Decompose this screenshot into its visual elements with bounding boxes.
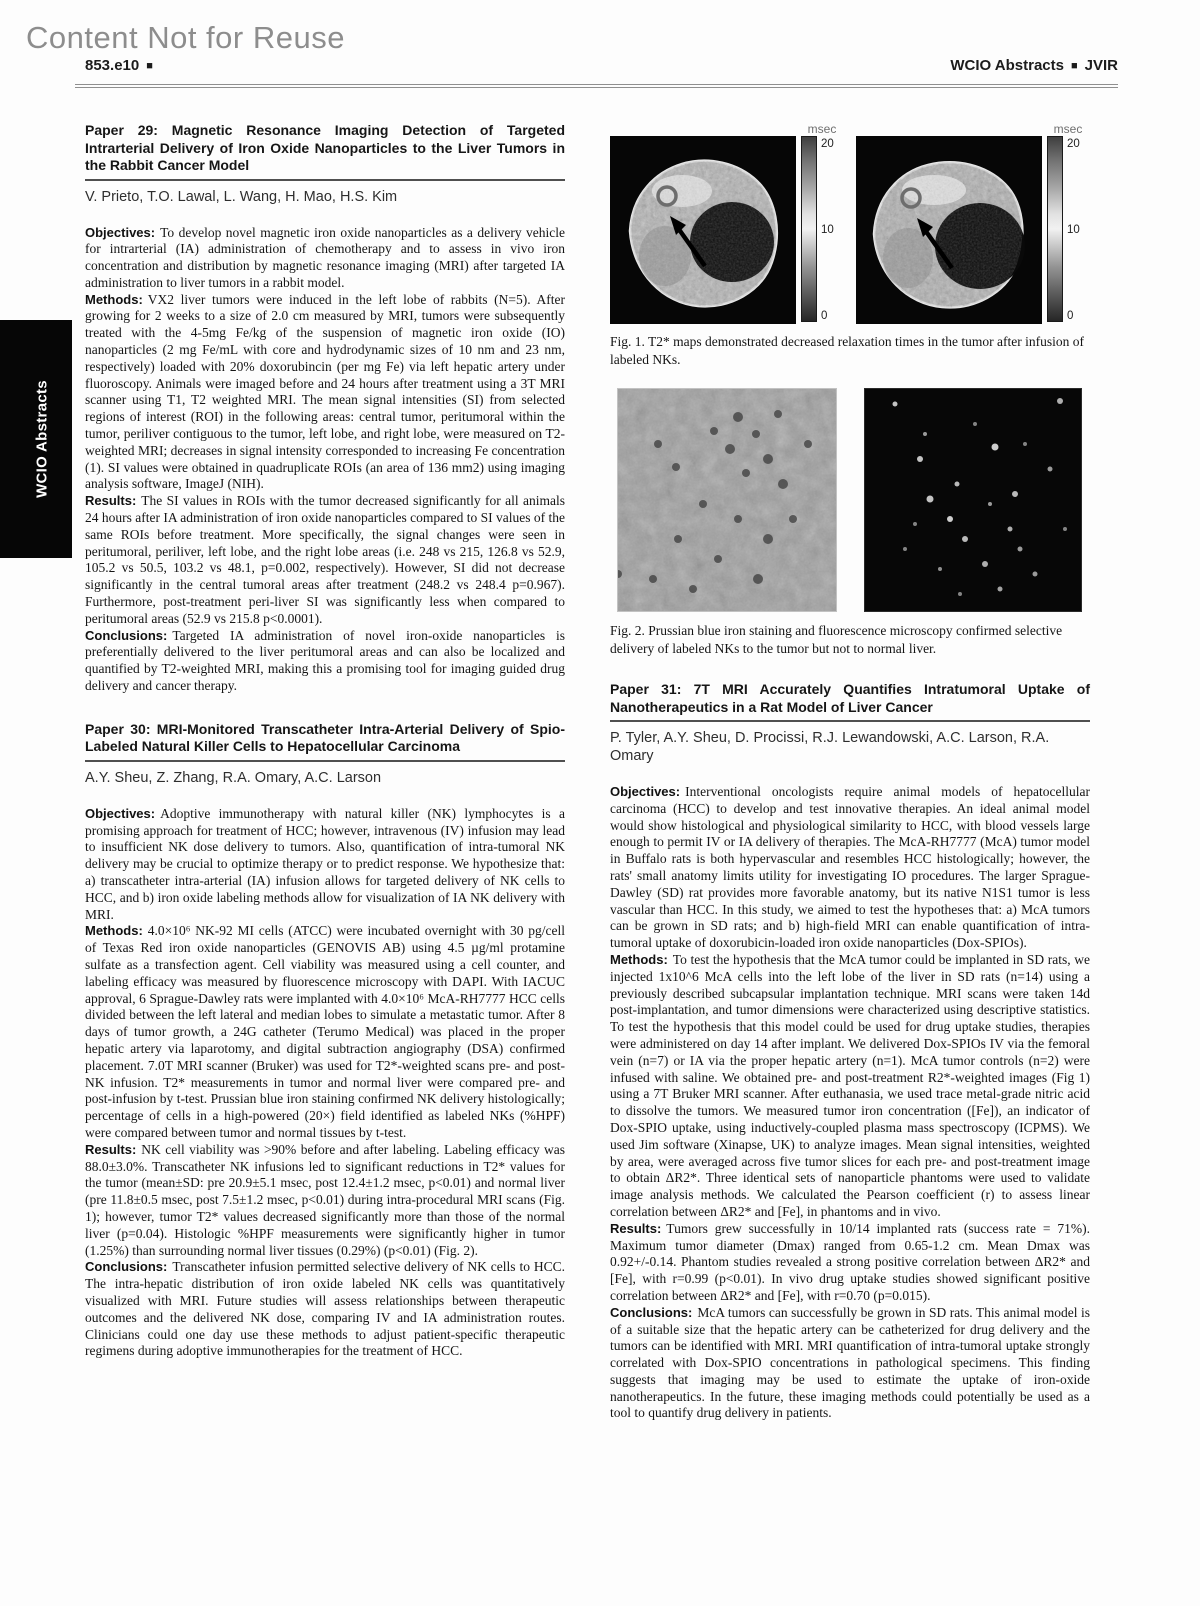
conclusions-label: Conclusions:	[85, 627, 168, 643]
colorbar-tick-0: 0	[1067, 310, 1074, 322]
figure-1-caption: Fig. 1. T2* maps demonstrated decreased relaxation times in the tumor after infusion of labeled NKs.	[610, 334, 1085, 367]
fig1-mri-pre-image	[610, 136, 796, 324]
colorbar-unit-label: msec	[807, 122, 837, 136]
right-column	[610, 122, 1090, 1448]
objectives-label: Objectives:	[85, 805, 156, 821]
header-divider	[75, 84, 1118, 88]
colorbar-tick-10: 10	[1067, 224, 1080, 236]
running-head	[950, 57, 1118, 74]
paper-29-results	[85, 493, 565, 627]
figure-1	[610, 122, 1090, 368]
paper-30-title: Paper 30: MRI-Monitored Transcatheter Intra-Arterial Delivery of Spio-Labeled Natural Killer Cells to Hepatocellular Carcinoma	[85, 721, 565, 762]
methods-label: Methods:	[610, 951, 668, 967]
paper-30-methods	[85, 923, 565, 1141]
paper-31-objectives	[610, 784, 1090, 952]
results-text: Tumors grew successfully in 10/14 implanted rats (success rate = 71%). Maximum tumor diameter (Dmax) ranged from 0.65-1.2 cm. Mean Dmax was 0.92+/-0.14. Phantom studies revealed a strong positive correlation between ΔR2* and [Fe], with r=0.99 (p<0.01). In vivo drug uptake studies showed significant positive correlation between ΔR2* and [Fe], with r=0.70 (p=0.015).	[610, 1220, 1090, 1303]
objectives-label: Objectives:	[610, 784, 681, 799]
methods-text: VX2 liver tumors were induced in the left lobe of rabbits (N=5). After growing for 2 weeks to a size of 2.0 cm measured by MRI, tumors were subsequently treated with the 4-5mg Fe/kg of the suspension of magnetic iron oxide (IO) nanoparticles (2 mg Fe/mL with core and hydrodynamic sizes of 10 nm and 23 nm, respectively) loaded with 20% doxorubincin (per mg Fe) via left hepatic artery under fluoroscopy. Animals were imaged before and 24 hours after treatment using a 3T MRI scanner using T1, T2 weighted MRI. The mean signal intensities (SI) from selected regions of interest (ROI) in the following areas: central tumor, peritumoral within the tumor, periliver contiguous to the tumor, left lobe, and right lobe, were measured on T2-weighted MRI; decreases in signal intensity corresponded to increasing Fe concentration (1). SI values were obtained in quadruplicate ROIs (an area of 136 mm2) using imaging analysis software, ImageJ (NIH).	[85, 291, 565, 492]
figure-2-panels	[610, 388, 1090, 612]
colorbar-unit-label: msec	[1053, 122, 1083, 136]
paper-31-abstract	[610, 681, 1090, 1422]
section-spine-tab	[0, 320, 72, 558]
running-head-label: WCIO Abstracts	[950, 57, 1064, 74]
paper-31-conclusions	[610, 1305, 1090, 1423]
paper-31-title: Paper 31: 7T MRI Accurately Quantifies Intratumoral Uptake of Nanotherapeutics in a Rat Model of Liver Cancer	[610, 681, 1090, 722]
conclusions-text: Targeted IA administration of novel iron-oxide nanoparticles is preferentially delivered to the liver peritumoral areas and can also be localized and quantified by T2-weighted MRI, making this a promising tool for imaging guided drug delivery and cancer therapy.	[85, 627, 565, 694]
folio-bullet-icon: ■	[146, 60, 153, 72]
results-text: The SI values in ROIs with the tumor decreased significantly for all animals 24 hours after IA administration of iron oxide nanoparticles compared to SI values of the same ROIs before treatment. More specifically, the signal changes were seen in peritumoral, periliver, left lobe, and the right lobe areas (i.e. 248 vs 215, 126.8 vs 52.9, 105.2 vs 50.5, 103.2 vs 48.1, p=0.002, respectively). However, SI did not decrease significantly in the central tumoral areas after treatment (248.2 vs 248.4 p=0.967). Furthermore, post-treatment peri-liver SI was significantly less when compared to peritumoral areas (52.9 vs 215.8 p<0.0001).	[85, 493, 565, 626]
paper-29-authors: V. Prieto, T.O. Lawal, L. Wang, H. Mao, H.S. Kim	[85, 188, 398, 205]
conclusions-label: Conclusions:	[85, 1259, 168, 1275]
colorbar-tick-0: 0	[821, 310, 828, 322]
paper-30-objectives	[85, 806, 565, 924]
methods-label: Methods:	[85, 291, 143, 307]
conclusions-label: Conclusions:	[610, 1304, 693, 1320]
objectives-text: To develop novel magnetic iron oxide nanoparticles as a delivery vehicle for intrarterial (IA) administration of chemotherapy and to assess in vivo iron concentration and distribution by magnetic resonance imaging (MRI) after targeted IA administration to liver tumors in a rabbit model.	[85, 224, 565, 290]
figure-2	[610, 388, 1090, 657]
fig1-mri-post-image	[856, 136, 1042, 324]
colorbar-tick-20: 20	[821, 138, 834, 150]
colorbar-ticks	[1067, 136, 1087, 322]
colorbar-gradient	[801, 136, 817, 322]
results-label: Results:	[85, 1141, 137, 1157]
methods-text: 4.0×10⁶ NK-92 MI cells (ATCC) were incubated overnight with 30 pg/cell of Texas Red iron oxide nanoparticles (GENOVIS AB) using 4.5 µg/ml protamine sulfate as a transfection agent. Cell viability was measured using a cell counter, and labeling efficacy was measured by fluorescence microscopy with DAPI. With IACUC approval, 6 Sprague-Dawley rats were implanted with 4.0×10⁶ McA-RH7777 HCC cells divided between the left lateral and median lobes to simulate a metastatic tumor. After 8 days of tumor growth, a 24G catheter (Terumo Medical) was placed in the proper hepatic artery via laparotomy, and digital subtraction angiography (DSA) confirmed placement. 7.0T MRI scanner (Bruker) was used for T2*-weighted scans pre- and post-NK infusion. T2* measurements in tumor and normal liver were compared pre- and post-infusion by t-test. Prussian blue iron staining confirmed NK delivery histologically; percentage of cells in a high-powered (20×) field identified as labeled NKs (%HPF) were compared between tumor and normal tissues by t-test.	[85, 923, 565, 1140]
paper-30-authors: A.Y. Sheu, Z. Zhang, R.A. Omary, A.C. Larson	[85, 769, 382, 786]
fig1-colorbar-post	[1047, 122, 1089, 324]
figure-1-panels	[610, 122, 1090, 324]
paper-29-objectives	[85, 225, 565, 292]
fig1-panel-post	[856, 122, 1089, 324]
paper-29-title: Paper 29: Magnetic Resonance Imaging Detection of Targeted Intrarterial Delivery of Iron Oxide Nanoparticles to the Liver Tumors in the Rabbit Cancer Model	[85, 122, 565, 181]
objectives-label: Objectives:	[85, 224, 156, 240]
paper-30-conclusions	[85, 1259, 565, 1360]
running-head-bullet-icon: ■	[1070, 60, 1078, 72]
page-header	[85, 57, 1118, 74]
paper-29-methods	[85, 292, 565, 494]
colorbar-gradient	[1047, 136, 1063, 322]
paper-29-abstract	[85, 122, 565, 695]
fig1-colorbar-pre	[801, 122, 843, 324]
objectives-text: Interventional oncologists require animal models of hepatocellular carcinoma (HCC) to develop and test innovative therapies. An ideal animal model would show histological and physiological similarity to HCC, with blood vessels large enough to permit IV or IA delivery of therapies. The McA-RH7777 (McA) tumor model in Buffalo rats is both hypervascular and resembles HCC histologically; however, the rats' small anatomy limits utility for investigating IO procedures. The larger Sprague-Dawley (SD) rat provides more favorable anatomy, but its native N1S1 tumor is less vascular than HCC. In this study, we aimed to test the hypotheses that: a) McA tumors can be grown in SD rats; and b) high-field MRI can enable quantification of intra-tumoral uptake of doxorubicin-loaded iron oxide nanoparticles (Dox-SPIOs).	[610, 784, 1090, 951]
paper-30-results	[85, 1142, 565, 1260]
conclusions-text: McA tumors can successfully be grown in SD rats. This animal model is of a suitable size that the hepatic artery can be catheterized for drug delivery and the tumors can be identified with MRI. MRI quantification of intra-tumoral uptake strongly correlated with Dox-SPIO concentrations in pathological specimens. This finding suggests that imaging may be used to estimate the uptake of iron-oxide nanotherapeutics. In the future, these imaging methods could potentially be used as a tool to quantify drug delivery in patients.	[610, 1304, 1090, 1421]
journal-abbrev: JVIR	[1084, 57, 1118, 74]
reuse-watermark: Content Not for Reuse	[26, 20, 345, 55]
fig1-panel-pre	[610, 122, 843, 324]
conclusions-text: Transcatheter infusion permitted selective delivery of NK cells to HCC. The intra-hepatic distribution of iron oxide labeled NK cells was quantitatively visualized with MRI. Future studies will assess relationships between therapeutic outcomes and the delivered NK dose, comparing IV and IA administration routes. Clinicians could one day use these methods to adjust patient-specific therapeutic regimens during adoptive immunotherapies for the treatment of HCC.	[85, 1259, 565, 1359]
paper-31-results	[610, 1221, 1090, 1305]
folio-block	[85, 57, 160, 74]
results-label: Results:	[610, 1220, 662, 1236]
paper-31-authors: P. Tyler, A.Y. Sheu, D. Procissi, R.J. Lewandowski, A.C. Larson, R.A. Omary	[610, 730, 1050, 764]
colorbar-tick-20: 20	[1067, 138, 1080, 150]
colorbar-ticks	[821, 136, 841, 322]
spine-tab-label: WCIO Abstracts	[33, 380, 51, 498]
left-column	[85, 122, 565, 1448]
paper-31-methods	[610, 952, 1090, 1221]
results-label: Results:	[85, 493, 137, 509]
colorbar-tick-10: 10	[821, 224, 834, 236]
fig2-fluorescence-image	[864, 388, 1082, 612]
fig2-prussian-blue-image	[617, 388, 837, 612]
methods-label: Methods:	[85, 923, 143, 939]
results-text: NK cell viability was >90% before and after labeling. Labeling efficacy was 88.0±3.0%. Transcatheter NK infusions led to significant reductions in T2* values for the tumor (mean±SD: pre 20.9±5.1 msec, post 12.4±1.2 msec, p<0.01) and normal liver (pre 11.8±0.5 msec, post 7.5±1.2 msec, p<0.01) during intra-procedural MRI scans (Fig. 1); however, tumor T2* values decreased significantly more than those of the normal liver (p=0.04). Histologic %HPF measurements were significantly higher in tumor (1.25%) than surrounding normal liver tissues (0.29%) (p<0.01) (Fig. 2).	[85, 1141, 565, 1258]
paper-29-conclusions	[85, 628, 565, 695]
methods-text: To test the hypothesis that the McA tumor could be implanted in SD rats, we injected 1x10^6 McA cells into the left lobe of the liver in SD rats (n=14) using a previously described subcapsular implantation technique. MRI scans were taken 14d post-implantation, and tumor dimensions were characterized using descriptive statistics. To test the hypothesis that this model could be used for drug uptake studies, therapies were administered on day 14 after implant. We delivered Dox-SPIOs IV via the femoral vein (n=7) or IA via the proper hepatic artery (n=1). McA tumor controls (n=2) were infused with saline. We obtained pre- and post-treatment R2*-weighted images (Fig 1) using a 7T Bruker MRI scanner. After euthanasia, we used trace metal-grade nitric acid to dissolve the tumors. We measured tumor iron concentration ([Fe]), an indicator of Dox-SPIO uptake, using inductively-coupled plasma mass spectroscopy (ICPMS). We used Jim software (Xinapse, UK) to analyze images. Mean signal intensities, weighted by area, were averaged across five tumor slices for each pre- and post-treatment image to obtain ΔR2*. Three identical sets of nanoparticle phantoms were used to validate image analysis methods. We calculated the Pearson coefficient (r) to assess linear correlation between ΔR2* and [Fe], in phantoms and in vivo.	[610, 951, 1090, 1219]
objectives-text: Adoptive immunotherapy with natural killer (NK) lymphocytes is a promising approach for treatment of HCC; however, intravenous (IV) infusion may lead to insufficient NK dose delivery to tumors. Also, quantification of intra-tumoral NK delivery may be crucial to optimize therapy or to predict response. We hypothesize that: a) transcatheter intra-arterial (IA) infusion allows for targeted delivery of NK cells to HCC, and b) iron oxide labeling methods allow for visualization of IA NK delivery with MRI.	[85, 805, 565, 922]
folio-number: 853.e10	[85, 57, 140, 74]
figure-2-caption: Fig. 2. Prussian blue iron staining and fluorescence microscopy confirmed selective delivery of labeled NKs to the tumor but not to normal liver.	[610, 623, 1063, 656]
two-column-content	[85, 122, 1090, 1448]
paper-30-abstract	[85, 721, 565, 1360]
